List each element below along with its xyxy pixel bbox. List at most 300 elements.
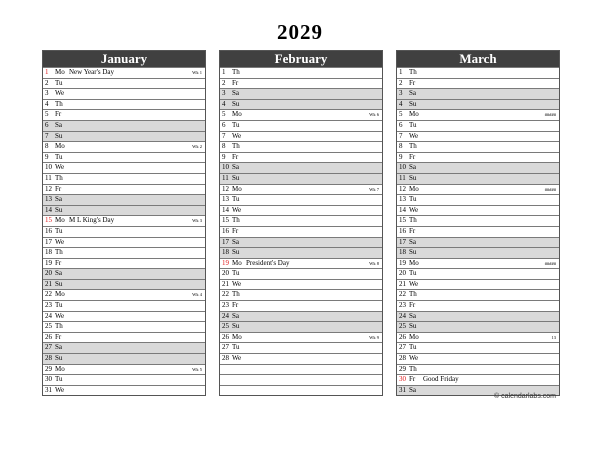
weekday-label: Su (232, 248, 240, 257)
empty-row (220, 374, 382, 385)
holiday-label: New Year's Day (69, 68, 115, 76)
day-number: 15 (222, 216, 229, 225)
weekday-label: Sa (232, 237, 239, 246)
weekday-label: Su (409, 173, 417, 182)
weekday-label: Tu (232, 120, 240, 129)
day-row (397, 215, 559, 226)
day-row (43, 364, 205, 375)
day-row (397, 184, 559, 195)
weekday-label: Fr (409, 226, 416, 235)
weekday-label: Tu (55, 152, 63, 161)
day-number: 5 (399, 110, 403, 119)
weekday-label: Mo (232, 332, 242, 341)
weekday-label: We (409, 131, 419, 140)
day-row (397, 162, 559, 173)
weekday-label: Tu (232, 195, 240, 204)
day-number: 25 (399, 322, 406, 331)
weekday-label: Tu (409, 269, 417, 278)
weekday-label: Th (232, 142, 240, 151)
weekday-label: Th (55, 173, 63, 182)
weekday-label: Fr (55, 184, 62, 193)
weekday-label: Fr (55, 258, 62, 267)
weekday-label: Su (55, 205, 63, 214)
day-number: 7 (45, 131, 49, 140)
month-header: January (43, 51, 205, 67)
week-number: Wk 9 (369, 334, 379, 340)
weekday-label: Mo (409, 110, 419, 119)
day-number: 19 (399, 258, 406, 267)
weekday-label: Sa (409, 89, 416, 98)
day-row (397, 332, 559, 343)
day-row (43, 374, 205, 385)
week-number: Wk 3 (192, 218, 202, 224)
day-row (43, 215, 205, 226)
day-row (43, 131, 205, 142)
day-row (397, 300, 559, 311)
day-number: 5 (45, 110, 49, 119)
month-february (219, 50, 383, 396)
weekday-label: Sa (55, 343, 62, 352)
weekday-label: Tu (232, 343, 240, 352)
day-row (43, 332, 205, 343)
day-number: 6 (45, 120, 49, 129)
day-row (43, 141, 205, 152)
weekday-label: Mo (409, 332, 419, 341)
day-number: 8 (399, 142, 403, 151)
month-january (42, 50, 206, 396)
day-number: 18 (45, 248, 52, 257)
day-row (43, 353, 205, 364)
weekday-label: Th (409, 142, 417, 151)
day-number: 3 (399, 89, 403, 98)
day-row (220, 152, 382, 163)
weekday-label: We (409, 279, 419, 288)
holiday-label: President's Day (246, 258, 290, 267)
week-number: Wk 7 (369, 186, 379, 192)
day-number: 20 (45, 269, 52, 278)
weekday-label: Fr (409, 301, 416, 310)
weekday-label: Fr (232, 226, 239, 235)
day-number: 3 (222, 89, 226, 98)
day-row (220, 131, 382, 142)
weekday-label: Sa (55, 120, 62, 129)
weekday-label: Sa (409, 163, 416, 172)
day-row (397, 141, 559, 152)
day-row (220, 173, 382, 184)
day-number: 30 (45, 375, 52, 384)
weekday-label: Mo (232, 258, 242, 267)
day-row (220, 109, 382, 120)
day-number: 31 (45, 385, 52, 394)
day-row (43, 342, 205, 353)
weekday-label: Su (232, 99, 240, 108)
day-number: 9 (399, 152, 403, 161)
day-number: 4 (45, 99, 49, 108)
day-row (43, 268, 205, 279)
day-row (220, 311, 382, 322)
day-row (220, 78, 382, 89)
weekday-label: Th (409, 290, 417, 299)
weekday-label: Su (55, 279, 63, 288)
weekday-label: Fr (55, 110, 62, 119)
day-row (220, 258, 382, 269)
weekday-label: Su (409, 99, 417, 108)
day-row (43, 120, 205, 131)
day-number: 23 (399, 301, 406, 310)
day-number: 18 (222, 248, 229, 257)
day-row (397, 311, 559, 322)
day-row (220, 215, 382, 226)
day-number: 9 (222, 152, 226, 161)
day-list (397, 67, 559, 395)
day-number: 14 (399, 205, 406, 214)
weekday-label: Tu (232, 269, 240, 278)
weekday-label: Tu (409, 343, 417, 352)
day-row (220, 194, 382, 205)
weekday-label: Th (409, 216, 417, 225)
day-number: 7 (222, 131, 226, 140)
day-row (43, 67, 205, 78)
day-row (43, 300, 205, 311)
weekday-label: Mo (55, 142, 65, 151)
day-number: 12 (45, 184, 52, 193)
weekday-label: Th (232, 216, 240, 225)
day-row (397, 109, 559, 120)
holiday-label: Good Friday (423, 375, 459, 384)
day-row (220, 237, 382, 248)
day-row (397, 78, 559, 89)
day-row (43, 258, 205, 269)
day-row (43, 279, 205, 290)
weekday-label: Sa (232, 89, 239, 98)
day-row (43, 173, 205, 184)
weekday-label: We (55, 311, 65, 320)
weekday-label: We (409, 205, 419, 214)
day-number: 29 (399, 364, 406, 373)
day-row (397, 247, 559, 258)
weekday-label: Mo (232, 110, 242, 119)
weekday-label: Fr (55, 332, 62, 341)
weekday-label: We (55, 385, 65, 394)
day-row (43, 205, 205, 216)
weekday-label: Fr (232, 301, 239, 310)
day-number: 28 (399, 354, 406, 363)
weekday-label: Su (409, 322, 417, 331)
day-number: 1 (222, 68, 226, 76)
weekday-label: Mo (55, 290, 65, 299)
day-number: 7 (399, 131, 403, 140)
weekday-label: Tu (409, 120, 417, 129)
weekday-label: Sa (409, 385, 416, 394)
day-row (220, 205, 382, 216)
day-list (43, 67, 205, 395)
day-row (43, 194, 205, 205)
day-row (397, 289, 559, 300)
month-march (396, 50, 560, 396)
day-row (397, 226, 559, 237)
day-number: 17 (222, 237, 229, 246)
weekday-label: Mo (232, 184, 242, 193)
weekday-label: Fr (409, 375, 416, 384)
weekday-label: We (232, 205, 242, 214)
day-row (397, 321, 559, 332)
day-number: 10 (399, 163, 406, 172)
week-number: Wk 6 (369, 112, 379, 118)
weekday-label: Sa (55, 195, 62, 204)
week-number: Wk 4 (192, 292, 202, 298)
weekday-label: Su (55, 354, 63, 363)
day-row (397, 237, 559, 248)
weekday-label: Su (232, 173, 240, 182)
day-row (220, 279, 382, 290)
week-number: ##### (544, 186, 556, 192)
day-number: 24 (222, 311, 229, 320)
day-number: 14 (45, 205, 52, 214)
day-number: 11 (45, 173, 52, 182)
day-row (43, 78, 205, 89)
day-number: 17 (399, 237, 406, 246)
day-row (43, 88, 205, 99)
weekday-label: Mo (55, 364, 65, 373)
day-row (220, 141, 382, 152)
day-number: 4 (222, 99, 226, 108)
weekday-label: Sa (232, 163, 239, 172)
month-header: February (220, 51, 382, 67)
day-row (220, 88, 382, 99)
day-number: 16 (45, 226, 52, 235)
day-row (43, 311, 205, 322)
day-number: 23 (222, 301, 229, 310)
weekday-label: Tu (55, 301, 63, 310)
weekday-label: Su (232, 322, 240, 331)
holiday-label: M L King's Day (69, 216, 115, 225)
weekday-label: Th (232, 290, 240, 299)
day-number: 2 (399, 78, 403, 87)
day-row (397, 268, 559, 279)
weekday-label: Tu (55, 375, 63, 384)
day-row (220, 67, 382, 78)
day-row (43, 289, 205, 300)
day-number: 21 (45, 279, 52, 288)
day-row (397, 173, 559, 184)
day-number: 27 (45, 343, 52, 352)
day-row (397, 342, 559, 353)
weekday-label: Th (55, 248, 63, 257)
day-number: 15 (399, 216, 406, 225)
weekday-label: Mo (55, 68, 65, 76)
day-number: 15 (45, 216, 52, 225)
day-number: 19 (45, 258, 52, 267)
day-number: 31 (399, 385, 406, 394)
weekday-label: Mo (409, 258, 419, 267)
day-row (397, 131, 559, 142)
weekday-label: Sa (232, 311, 239, 320)
day-number: 12 (222, 184, 229, 193)
day-number: 10 (45, 163, 52, 172)
day-row (43, 321, 205, 332)
day-number: 11 (222, 173, 229, 182)
week-number: Wk 5 (192, 366, 202, 372)
day-row (220, 247, 382, 258)
weekday-label: Sa (409, 237, 416, 246)
day-number: 6 (399, 120, 403, 129)
weekday-label: Th (55, 99, 63, 108)
day-number: 12 (399, 184, 406, 193)
day-number: 24 (399, 311, 406, 320)
day-row (220, 268, 382, 279)
weekday-label: We (55, 163, 65, 172)
day-row (397, 194, 559, 205)
weekday-label: Mo (409, 184, 419, 193)
day-number: 13 (222, 195, 229, 204)
day-number: 2 (222, 78, 226, 87)
day-row (397, 374, 559, 385)
day-row (220, 300, 382, 311)
day-row (43, 162, 205, 173)
weekday-label: Fr (232, 78, 239, 87)
day-number: 9 (45, 152, 49, 161)
day-number: 19 (222, 258, 229, 267)
day-number: 23 (45, 301, 52, 310)
day-number: 28 (222, 354, 229, 363)
day-number: 3 (45, 89, 49, 98)
day-row (397, 120, 559, 131)
day-row (43, 226, 205, 237)
day-row (397, 205, 559, 216)
day-row (220, 289, 382, 300)
day-number: 16 (399, 226, 406, 235)
day-number: 25 (45, 322, 52, 331)
day-number: 21 (399, 279, 406, 288)
weekday-label: Sa (55, 269, 62, 278)
day-number: 22 (222, 290, 229, 299)
day-row (397, 364, 559, 375)
weekday-label: Th (232, 68, 240, 76)
day-number: 13 (399, 195, 406, 204)
day-row (43, 237, 205, 248)
day-number: 14 (222, 205, 229, 214)
day-row (220, 99, 382, 110)
week-number: ##### (544, 260, 556, 266)
day-number: 5 (222, 110, 226, 119)
day-number: 20 (222, 269, 229, 278)
day-number: 26 (45, 332, 52, 341)
day-row (220, 321, 382, 332)
weekday-label: We (409, 354, 419, 363)
day-row (43, 184, 205, 195)
week-number: Wk 2 (192, 144, 202, 150)
month-header: March (397, 51, 559, 67)
day-row (220, 332, 382, 343)
day-number: 28 (45, 354, 52, 363)
day-number: 17 (45, 237, 52, 246)
weekday-label: We (55, 89, 65, 98)
weekday-label: We (232, 354, 242, 363)
day-number: 8 (222, 142, 226, 151)
day-number: 24 (45, 311, 52, 320)
day-number: 21 (222, 279, 229, 288)
day-number: 22 (45, 290, 52, 299)
day-row (397, 258, 559, 269)
empty-row (220, 364, 382, 375)
day-number: 2 (45, 78, 49, 87)
day-number: 6 (222, 120, 226, 129)
weekday-label: Tu (55, 226, 63, 235)
day-number: 16 (222, 226, 229, 235)
day-list (220, 67, 382, 395)
weekday-label: We (232, 131, 242, 140)
day-row (220, 226, 382, 237)
day-number: 10 (222, 163, 229, 172)
weekday-label: We (232, 279, 242, 288)
day-row (397, 67, 559, 78)
week-number: Wk 1 (192, 70, 202, 75)
week-number: 13 (551, 334, 556, 340)
day-number: 4 (399, 99, 403, 108)
day-number: 1 (45, 68, 49, 76)
day-row (43, 99, 205, 110)
day-row (397, 353, 559, 364)
week-number: ##### (544, 112, 556, 118)
day-row (397, 152, 559, 163)
day-number: 20 (399, 269, 406, 278)
day-number: 1 (399, 68, 403, 76)
day-row (220, 353, 382, 364)
day-row (43, 109, 205, 120)
day-row (220, 184, 382, 195)
day-row (43, 385, 205, 396)
empty-row (220, 385, 382, 396)
weekday-label: Tu (55, 78, 63, 87)
credit-text: © calendarlabs.com (494, 393, 556, 400)
day-number: 26 (222, 332, 229, 341)
weekday-label: Fr (409, 152, 416, 161)
weekday-label: Mo (55, 216, 65, 225)
weekday-label: Su (55, 131, 63, 140)
day-row (43, 247, 205, 258)
day-number: 22 (399, 290, 406, 299)
day-row (397, 99, 559, 110)
weekday-label: Tu (409, 195, 417, 204)
weekday-label: Sa (409, 311, 416, 320)
weekday-label: Th (55, 322, 63, 331)
day-number: 29 (45, 364, 52, 373)
day-number: 13 (45, 195, 52, 204)
day-number: 30 (399, 375, 406, 384)
day-row (220, 120, 382, 131)
week-number: Wk 8 (369, 260, 379, 266)
day-row (220, 162, 382, 173)
day-row (220, 342, 382, 353)
day-number: 18 (399, 248, 406, 257)
day-number: 8 (45, 142, 49, 151)
day-row (397, 279, 559, 290)
weekday-label: Fr (409, 78, 416, 87)
day-number: 27 (399, 343, 406, 352)
weekday-label: Th (409, 68, 417, 76)
day-row (397, 88, 559, 99)
year-title: 2029 (277, 20, 323, 44)
weekday-label: Su (409, 248, 417, 257)
day-number: 25 (222, 322, 229, 331)
day-row (43, 152, 205, 163)
weekday-label: We (55, 237, 65, 246)
day-number: 27 (222, 343, 229, 352)
day-number: 11 (399, 173, 406, 182)
weekday-label: Th (409, 364, 417, 373)
weekday-label: Fr (232, 152, 239, 161)
day-number: 26 (399, 332, 406, 341)
